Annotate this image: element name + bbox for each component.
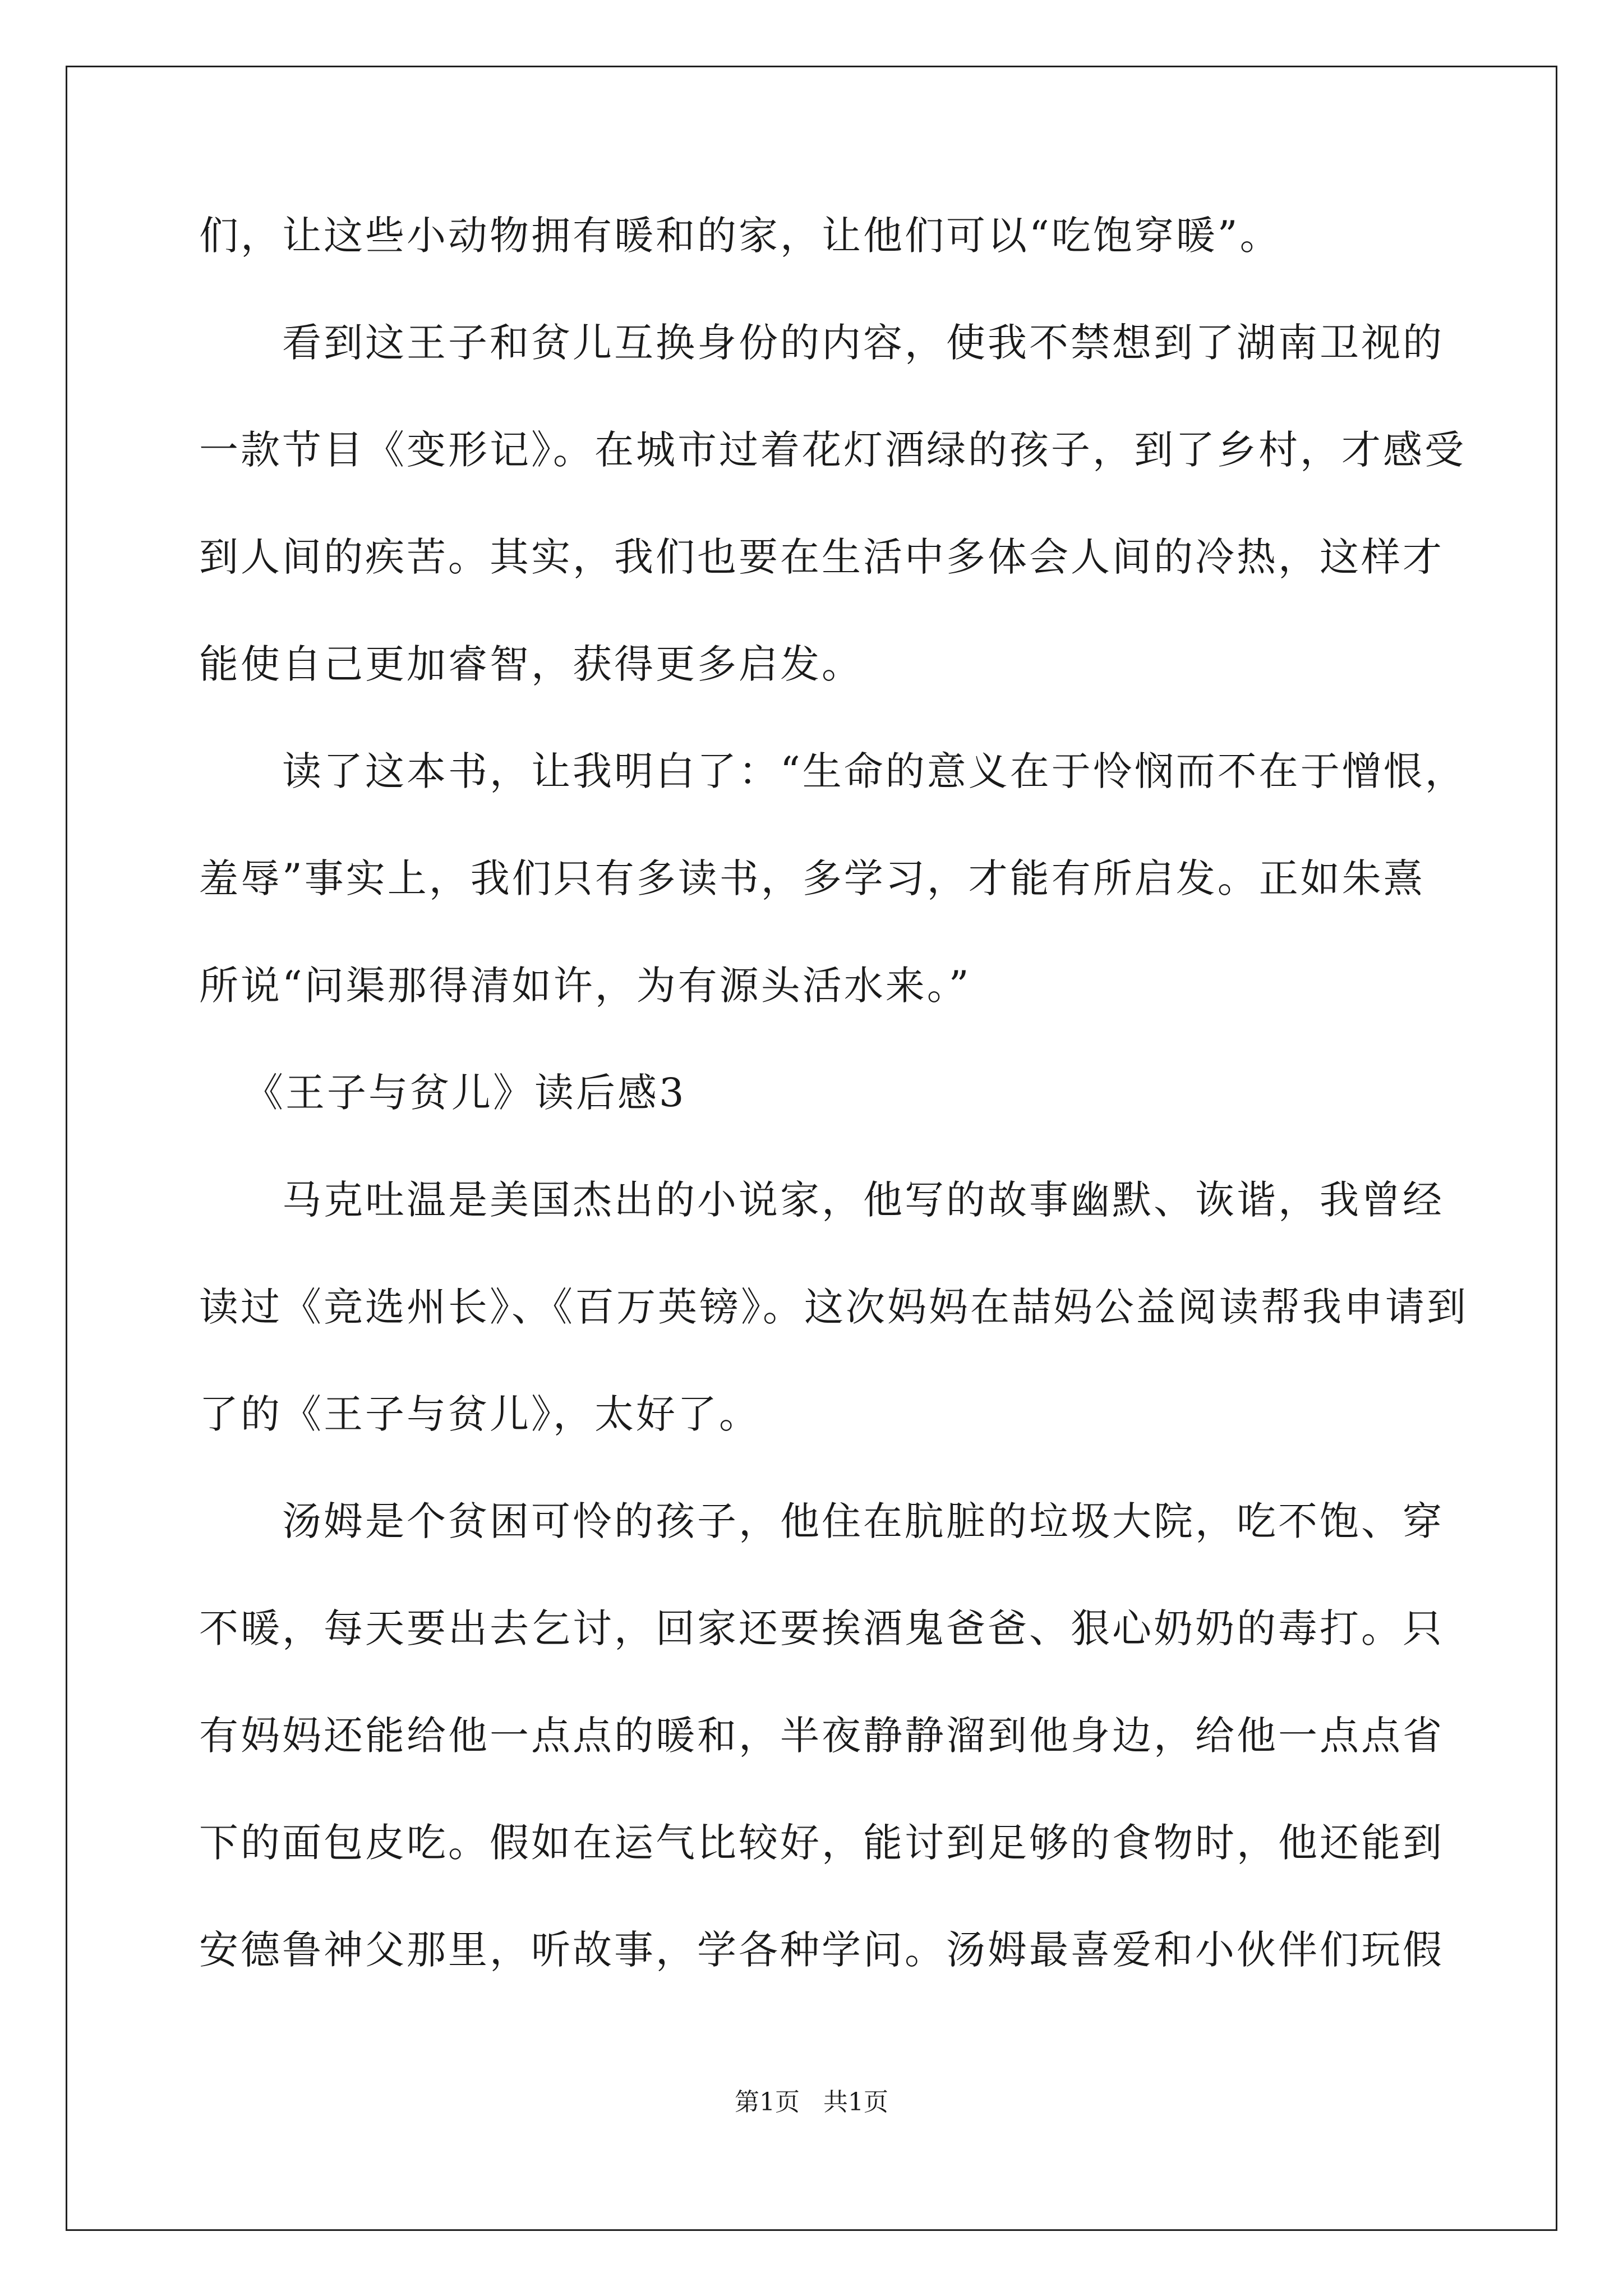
text-line: 所说“问渠那得清如许，为有源头活水来。” xyxy=(199,963,971,1009)
text-line: 安德鲁神父那里，听故事，学各种学问。汤姆最喜爱和小伙伴们玩假 xyxy=(199,1927,1444,1973)
section-heading: 《王子与贫儿》读后感3 xyxy=(244,1070,686,1116)
text-line: 到人间的疾苦。其实，我们也要在生活中多体会人间的冷热，这样才 xyxy=(199,534,1444,580)
text-line: 们，让这些小动物拥有暖和的家，让他们可以“吃饱穿暖”。 xyxy=(199,213,1281,259)
text-line: 一款节目《变形记》。在城市过着花灯酒绿的孩子，到了乡村，才感受 xyxy=(199,427,1466,473)
text-line: 有妈妈还能给他一点点的暖和，半夜静静溜到他身边，给他一点点省 xyxy=(199,1713,1444,1759)
text-line: 不暖，每天要出去乞讨，回家还要挨酒鬼爸爸、狠心奶奶的毒打。只 xyxy=(199,1605,1444,1651)
text-line: 了的《王子与贫儿》，太好了。 xyxy=(199,1391,760,1437)
page-number-footer: 第1页 共1页 xyxy=(735,2088,888,2116)
text-line: 下的面包皮吃。假如在运气比较好，能讨到足够的食物时，他还能到 xyxy=(199,1820,1444,1866)
text-line: 读过《竞选州长》、《百万英镑》。这次妈妈在喆妈公益阅读帮我申请到 xyxy=(199,1284,1468,1330)
paragraph-start: 读了这本书，让我明白了：“生命的意义在于怜悯而不在于憎恨， xyxy=(282,748,1467,794)
document-body xyxy=(199,208,1468,2029)
text-line: 羞辱”事实上，我们只有多读书，多学习，才能有所启发。正如朱熹 xyxy=(199,855,1425,901)
paragraph-start: 看到这王子和贫儿互换身份的内容，使我不禁想到了湖南卫视的 xyxy=(282,320,1444,366)
paragraph-start: 马克吐温是美国杰出的小说家，他写的故事幽默、诙谐，我曾经 xyxy=(282,1177,1444,1223)
text-line: 能使自己更加睿智，获得更多启发。 xyxy=(199,641,863,687)
paragraph-start: 汤姆是个贫困可怜的孩子，他住在肮脏的垃圾大院，吃不饱、穿 xyxy=(282,1498,1444,1544)
